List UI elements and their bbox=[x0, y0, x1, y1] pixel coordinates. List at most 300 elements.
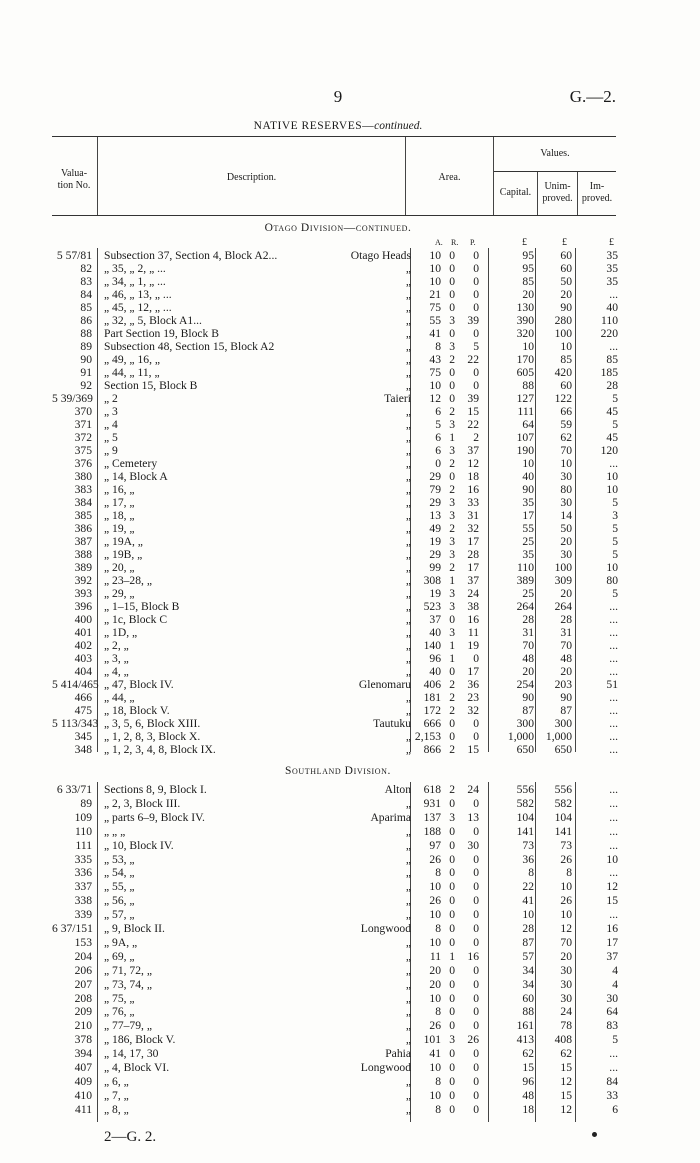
header-valuation-no bbox=[52, 168, 96, 192]
header-area: Area. bbox=[438, 172, 461, 183]
capital-value: 64 bbox=[522, 418, 534, 431]
table-row bbox=[0, 483, 700, 496]
locality: „ bbox=[405, 366, 411, 379]
locality: „ bbox=[405, 652, 411, 665]
description: „ 56, „ bbox=[104, 894, 135, 908]
area-perches: 0 bbox=[473, 1088, 479, 1102]
locality: „ bbox=[405, 444, 411, 457]
locality: „ bbox=[405, 1088, 411, 1102]
area-acres: 8 bbox=[435, 922, 441, 935]
capital-value: 25 bbox=[522, 535, 534, 548]
area-roods: 0 bbox=[449, 262, 455, 275]
unit-roods: R. bbox=[451, 238, 459, 247]
description: „ Cemetery bbox=[104, 457, 158, 470]
valuation-no: 380 bbox=[74, 470, 92, 483]
valuation-no: 204 bbox=[74, 949, 92, 963]
valuation-no: 466 bbox=[74, 691, 92, 704]
area-roods: 2 bbox=[449, 783, 455, 796]
area-perches: 26 bbox=[467, 1033, 479, 1047]
area-acres: 79 bbox=[429, 483, 441, 496]
area-perches: 0 bbox=[473, 1074, 479, 1088]
locality: „ bbox=[405, 431, 411, 444]
valuation-no: 5 57/81 bbox=[56, 249, 92, 262]
unimproved-value: 20 bbox=[560, 949, 572, 963]
area-perches: 17 bbox=[467, 535, 479, 548]
area-acres: 10 bbox=[429, 1061, 441, 1074]
table-row bbox=[0, 1005, 700, 1018]
table-row bbox=[0, 853, 700, 866]
table-row bbox=[0, 613, 700, 626]
table-row bbox=[0, 783, 700, 796]
locality: „ bbox=[405, 574, 411, 587]
valuation-no: 82 bbox=[80, 262, 92, 275]
description: Sections 8, 9, Block I. bbox=[104, 783, 207, 796]
locality: „ bbox=[405, 704, 411, 717]
description: „ 76, „ bbox=[104, 1005, 135, 1019]
improved-value: 220 bbox=[600, 327, 618, 340]
area-acres: 26 bbox=[429, 1019, 441, 1033]
valuation-no: 85 bbox=[80, 301, 92, 314]
capital-value: 605 bbox=[516, 366, 534, 379]
improved-value: ... bbox=[609, 730, 618, 743]
valuation-no: 376 bbox=[74, 457, 92, 470]
capital-value: 127 bbox=[516, 392, 534, 405]
locality: „ bbox=[405, 743, 411, 756]
table-row bbox=[0, 730, 700, 743]
area-acres: 8 bbox=[435, 1074, 441, 1088]
area-roods: 0 bbox=[449, 880, 455, 894]
capital-value: 95 bbox=[522, 262, 534, 275]
table-row bbox=[0, 1089, 700, 1102]
locality: „ bbox=[405, 626, 411, 639]
description: „ 47, Block IV. bbox=[104, 678, 174, 691]
improved-value: 3 bbox=[612, 509, 618, 522]
area-roods: 3 bbox=[449, 496, 455, 509]
improved-value: ... bbox=[609, 783, 618, 796]
improved-value: 16 bbox=[606, 922, 618, 935]
description: „ 35, „ 2, „ ... bbox=[104, 262, 166, 275]
area-perches: 31 bbox=[467, 509, 479, 522]
capital-value: 15 bbox=[522, 1061, 534, 1074]
unit-perches: P. bbox=[470, 238, 476, 247]
description: „ 23–28, „ bbox=[104, 574, 152, 587]
unimproved-value: 104 bbox=[554, 810, 572, 824]
unimproved-value: 10 bbox=[560, 880, 572, 894]
area-roods: 0 bbox=[449, 275, 455, 288]
area-roods: 2 bbox=[449, 483, 455, 496]
locality: Longwood bbox=[360, 1061, 411, 1074]
valuation-no: 394 bbox=[74, 1047, 92, 1061]
unimproved-value: 90 bbox=[560, 301, 572, 314]
locality: „ bbox=[405, 963, 411, 977]
area-roods: 0 bbox=[449, 922, 455, 935]
area-roods: 0 bbox=[449, 1074, 455, 1088]
area-roods: 0 bbox=[449, 1102, 455, 1116]
area-acres: 19 bbox=[429, 535, 441, 548]
locality: „ bbox=[405, 1102, 411, 1116]
capital-value: 88 bbox=[522, 1005, 534, 1019]
capital-value: 17 bbox=[522, 509, 534, 522]
improved-value: 5 bbox=[612, 535, 618, 548]
area-roods: 0 bbox=[449, 665, 455, 678]
area-acres: 41 bbox=[429, 327, 441, 340]
area-roods: 3 bbox=[449, 509, 455, 522]
area-perches: 0 bbox=[473, 301, 479, 314]
locality: Otago Heads bbox=[350, 249, 411, 262]
unimproved-value: 30 bbox=[560, 991, 572, 1005]
area-perches: 0 bbox=[473, 730, 479, 743]
unimproved-value: 556 bbox=[554, 783, 572, 796]
unimproved-value: 309 bbox=[554, 574, 572, 587]
improved-value: 85 bbox=[606, 353, 618, 366]
description: „ 75, „ bbox=[104, 991, 135, 1005]
capital-value: 35 bbox=[522, 548, 534, 561]
valuation-no: 345 bbox=[74, 730, 92, 743]
area-perches: 37 bbox=[467, 574, 479, 587]
locality: „ bbox=[405, 1074, 411, 1088]
capital-value: 10 bbox=[522, 457, 534, 470]
area-perches: 16 bbox=[467, 613, 479, 626]
capital-value: 582 bbox=[516, 796, 534, 810]
area-acres: 188 bbox=[423, 824, 441, 838]
area-acres: 308 bbox=[423, 574, 441, 587]
area-perches: 0 bbox=[473, 275, 479, 288]
area-acres: 5 bbox=[435, 418, 441, 431]
improved-value: 45 bbox=[606, 405, 618, 418]
area-roods: 0 bbox=[449, 366, 455, 379]
unimproved-value: 8 bbox=[566, 866, 572, 880]
valuation-no: 86 bbox=[80, 314, 92, 327]
table-row bbox=[0, 249, 700, 262]
table-row bbox=[0, 908, 700, 921]
improved-value: ... bbox=[609, 908, 618, 922]
area-perches: 23 bbox=[467, 691, 479, 704]
unimproved-value: 15 bbox=[560, 1088, 572, 1102]
area-perches: 0 bbox=[473, 880, 479, 894]
valuation-no: 386 bbox=[74, 522, 92, 535]
capital-value: 95 bbox=[522, 249, 534, 262]
description: „ 34, „ 1, „ ... bbox=[104, 275, 166, 288]
description: „ 53, „ bbox=[104, 852, 135, 866]
header-unimproved bbox=[538, 181, 577, 205]
table-row bbox=[0, 301, 700, 314]
area-roods: 3 bbox=[449, 626, 455, 639]
area-acres: 29 bbox=[429, 548, 441, 561]
area-roods: 2 bbox=[449, 691, 455, 704]
header-improved-line1: Im- bbox=[589, 181, 605, 192]
valuation-no: 88 bbox=[80, 327, 92, 340]
valuation-no: 375 bbox=[74, 444, 92, 457]
improved-value: ... bbox=[609, 600, 618, 613]
area-perches: 15 bbox=[467, 743, 479, 756]
locality: Glenomaru bbox=[358, 678, 411, 691]
locality: „ bbox=[405, 262, 411, 275]
header-description: Description. bbox=[226, 172, 277, 183]
locality: „ bbox=[405, 613, 411, 626]
table-row bbox=[0, 379, 700, 392]
description: „ 10, Block IV. bbox=[104, 838, 174, 852]
locality: Pahia bbox=[385, 1047, 411, 1061]
valuation-no: 6 33/71 bbox=[56, 783, 92, 796]
area-acres: 11 bbox=[429, 949, 441, 963]
area-acres: 172 bbox=[423, 704, 441, 717]
improved-value: 6 bbox=[612, 1102, 618, 1116]
unimproved-value: 24 bbox=[560, 1005, 572, 1019]
area-roods: 0 bbox=[449, 824, 455, 838]
capital-value: 650 bbox=[516, 743, 534, 756]
capital-value: 8 bbox=[528, 866, 534, 880]
area-roods: 3 bbox=[449, 600, 455, 613]
header-improved-line2: proved. bbox=[581, 193, 613, 204]
description: „ 1, 2, 3, 4, 8, Block IX. bbox=[104, 743, 216, 756]
area-roods: 3 bbox=[449, 810, 455, 824]
area-perches: 0 bbox=[473, 1061, 479, 1074]
locality: „ bbox=[405, 405, 411, 418]
locality: „ bbox=[405, 691, 411, 704]
description: „ 4, „ bbox=[104, 665, 129, 678]
improved-value: ... bbox=[609, 743, 618, 756]
area-acres: 523 bbox=[423, 600, 441, 613]
description: „ 57, „ bbox=[104, 908, 135, 922]
locality: „ bbox=[405, 991, 411, 1005]
table-row bbox=[0, 535, 700, 548]
valuation-no: 5 414/465 bbox=[52, 678, 99, 691]
description: „ 16, „ bbox=[104, 483, 135, 496]
area-acres: 931 bbox=[423, 796, 441, 810]
area-perches: 0 bbox=[473, 852, 479, 866]
area-acres: 8 bbox=[435, 1005, 441, 1019]
valuation-no: 89 bbox=[80, 340, 92, 353]
area-roods: 3 bbox=[449, 587, 455, 600]
improved-value: 80 bbox=[606, 574, 618, 587]
description: „ 6, „ bbox=[104, 1074, 129, 1088]
locality: „ bbox=[405, 977, 411, 991]
unimproved-value: 73 bbox=[560, 838, 572, 852]
capital-value: 20 bbox=[522, 288, 534, 301]
table-row bbox=[0, 894, 700, 907]
locality: Longwood bbox=[360, 922, 411, 935]
area-roods: 1 bbox=[449, 639, 455, 652]
improved-value: ... bbox=[609, 838, 618, 852]
area-perches: 2 bbox=[473, 431, 479, 444]
unimproved-value: 26 bbox=[560, 894, 572, 908]
area-roods: 0 bbox=[449, 301, 455, 314]
section-title: Southland Division. bbox=[284, 765, 392, 777]
area-perches: 0 bbox=[473, 796, 479, 810]
header-valuation-line1: Valua- bbox=[60, 168, 88, 179]
unimproved-value: 50 bbox=[560, 275, 572, 288]
area-roods: 1 bbox=[449, 574, 455, 587]
capital-value: 35 bbox=[522, 496, 534, 509]
area-roods: 3 bbox=[449, 1033, 455, 1047]
description: Subsection 48, Section 15, Block A2 bbox=[104, 340, 275, 353]
area-acres: 26 bbox=[429, 894, 441, 908]
area-acres: 10 bbox=[429, 991, 441, 1005]
area-roods: 0 bbox=[449, 977, 455, 991]
unimproved-value: 90 bbox=[560, 691, 572, 704]
unimproved-value: 582 bbox=[554, 796, 572, 810]
area-acres: 20 bbox=[429, 963, 441, 977]
area-roods: 0 bbox=[449, 852, 455, 866]
improved-value: 10 bbox=[606, 470, 618, 483]
table-row bbox=[0, 431, 700, 444]
unimproved-value: 70 bbox=[560, 444, 572, 457]
capital-value: 10 bbox=[522, 908, 534, 922]
table-row bbox=[0, 548, 700, 561]
area-perches: 39 bbox=[467, 314, 479, 327]
table-row bbox=[0, 314, 700, 327]
description: „ 46, „ 13, „ ... bbox=[104, 288, 172, 301]
area-roods: 0 bbox=[449, 935, 455, 949]
table-row bbox=[0, 600, 700, 613]
page-reference: G.—2. bbox=[569, 87, 616, 106]
capital-value: 161 bbox=[516, 1019, 534, 1033]
area-acres: 12 bbox=[429, 392, 441, 405]
unimproved-value: 66 bbox=[560, 405, 572, 418]
improved-value: ... bbox=[609, 1061, 618, 1074]
table-row bbox=[0, 405, 700, 418]
capital-value: 300 bbox=[516, 717, 534, 730]
description: „ 44, „ bbox=[104, 691, 135, 704]
description: „ 55, „ bbox=[104, 880, 135, 894]
page-number: 9 bbox=[333, 87, 343, 106]
table-row bbox=[0, 1075, 700, 1088]
valuation-no: 109 bbox=[74, 810, 92, 824]
valuation-no: 336 bbox=[74, 866, 92, 880]
area-perches: 22 bbox=[467, 418, 479, 431]
locality: „ bbox=[405, 379, 411, 392]
area-acres: 6 bbox=[435, 431, 441, 444]
valuation-no: 475 bbox=[74, 704, 92, 717]
unimproved-value: 31 bbox=[560, 626, 572, 639]
area-perches: 12 bbox=[467, 457, 479, 470]
table-title-main: NATIVE RESERVES— bbox=[253, 120, 375, 132]
improved-value: ... bbox=[609, 288, 618, 301]
area-perches: 17 bbox=[467, 665, 479, 678]
locality: „ bbox=[405, 908, 411, 922]
unimproved-value: 62 bbox=[560, 1047, 572, 1061]
table-row bbox=[0, 797, 700, 810]
capital-value: 141 bbox=[516, 824, 534, 838]
valuation-no: 207 bbox=[74, 977, 92, 991]
description: „ 3, „ bbox=[104, 652, 129, 665]
table-row bbox=[0, 509, 700, 522]
area-roods: 0 bbox=[449, 1088, 455, 1102]
description: „ parts 6–9, Block IV. bbox=[104, 810, 205, 824]
description: „ 49, „ 16, „ bbox=[104, 353, 161, 366]
area-roods: 3 bbox=[449, 314, 455, 327]
description: „ 20, „ bbox=[104, 561, 135, 574]
area-perches: 32 bbox=[467, 522, 479, 535]
capital-value: 70 bbox=[522, 639, 534, 652]
area-perches: 30 bbox=[467, 838, 479, 852]
area-acres: 29 bbox=[429, 496, 441, 509]
area-acres: 10 bbox=[429, 880, 441, 894]
area-roods: 2 bbox=[449, 457, 455, 470]
valuation-no: 335 bbox=[74, 852, 92, 866]
description: Subsection 37, Section 4, Block A2... bbox=[104, 249, 278, 262]
area-acres: 99 bbox=[429, 561, 441, 574]
area-perches: 28 bbox=[467, 548, 479, 561]
valuation-no: 6 37/151 bbox=[52, 922, 93, 935]
area-perches: 13 bbox=[467, 810, 479, 824]
area-acres: 10 bbox=[429, 249, 441, 262]
area-acres: 43 bbox=[429, 353, 441, 366]
area-perches: 0 bbox=[473, 1047, 479, 1061]
area-perches: 5 bbox=[473, 340, 479, 353]
unimproved-value: 60 bbox=[560, 249, 572, 262]
unimproved-value: 10 bbox=[560, 457, 572, 470]
unimproved-value: 60 bbox=[560, 262, 572, 275]
description: „ 2 bbox=[104, 392, 118, 405]
table-row bbox=[0, 418, 700, 431]
improved-value: ... bbox=[609, 866, 618, 880]
capital-value: 170 bbox=[516, 353, 534, 366]
area-perches: 0 bbox=[473, 894, 479, 908]
description: Part Section 19, Block B bbox=[104, 327, 219, 340]
description: „ 69, „ bbox=[104, 949, 135, 963]
description: „ 1–15, Block B bbox=[104, 600, 180, 613]
unit-acres: A. bbox=[435, 238, 443, 247]
area-acres: 21 bbox=[429, 288, 441, 301]
capital-value: 264 bbox=[516, 600, 534, 613]
description: „ 7, „ bbox=[104, 1088, 129, 1102]
unimproved-value: 1,000 bbox=[545, 730, 572, 743]
locality: „ bbox=[405, 496, 411, 509]
valuation-no: 385 bbox=[74, 509, 92, 522]
area-perches: 0 bbox=[473, 824, 479, 838]
valuation-no: 411 bbox=[75, 1102, 92, 1116]
area-roods: 0 bbox=[449, 392, 455, 405]
unimproved-value: 87 bbox=[560, 704, 572, 717]
area-acres: 8 bbox=[435, 866, 441, 880]
area-acres: 137 bbox=[423, 810, 441, 824]
area-roods: 2 bbox=[449, 522, 455, 535]
valuation-no: 370 bbox=[74, 405, 92, 418]
area-perches: 19 bbox=[467, 639, 479, 652]
description: „ 3 bbox=[104, 405, 118, 418]
improved-value: 5 bbox=[612, 418, 618, 431]
description: „ 4 bbox=[104, 418, 118, 431]
improved-value: 35 bbox=[606, 262, 618, 275]
description: „ 2, 3, Block III. bbox=[104, 796, 181, 810]
valuation-no: 92 bbox=[80, 379, 92, 392]
locality: „ bbox=[405, 548, 411, 561]
table-title-continued: continued. bbox=[374, 120, 423, 132]
unimproved-value: 30 bbox=[560, 496, 572, 509]
area-roods: 0 bbox=[449, 249, 455, 262]
area-perches: 0 bbox=[473, 866, 479, 880]
locality: „ bbox=[405, 639, 411, 652]
area-roods: 1 bbox=[449, 949, 455, 963]
unit-capital: £ bbox=[522, 237, 527, 248]
improved-value: 4 bbox=[612, 963, 618, 977]
area-perches: 17 bbox=[467, 561, 479, 574]
area-roods: 0 bbox=[449, 894, 455, 908]
section-title: Otago Division—continued. bbox=[264, 222, 412, 234]
area-acres: 37 bbox=[429, 613, 441, 626]
locality: Aparima bbox=[370, 810, 411, 824]
locality: „ bbox=[405, 353, 411, 366]
table-row bbox=[0, 340, 700, 353]
unimproved-value: 30 bbox=[560, 963, 572, 977]
area-roods: 1 bbox=[449, 431, 455, 444]
description: „ 73, 74, „ bbox=[104, 977, 152, 991]
improved-value: 120 bbox=[600, 444, 618, 457]
table-row bbox=[0, 1019, 700, 1032]
area-perches: 0 bbox=[473, 1019, 479, 1033]
area-roods: 0 bbox=[449, 379, 455, 392]
